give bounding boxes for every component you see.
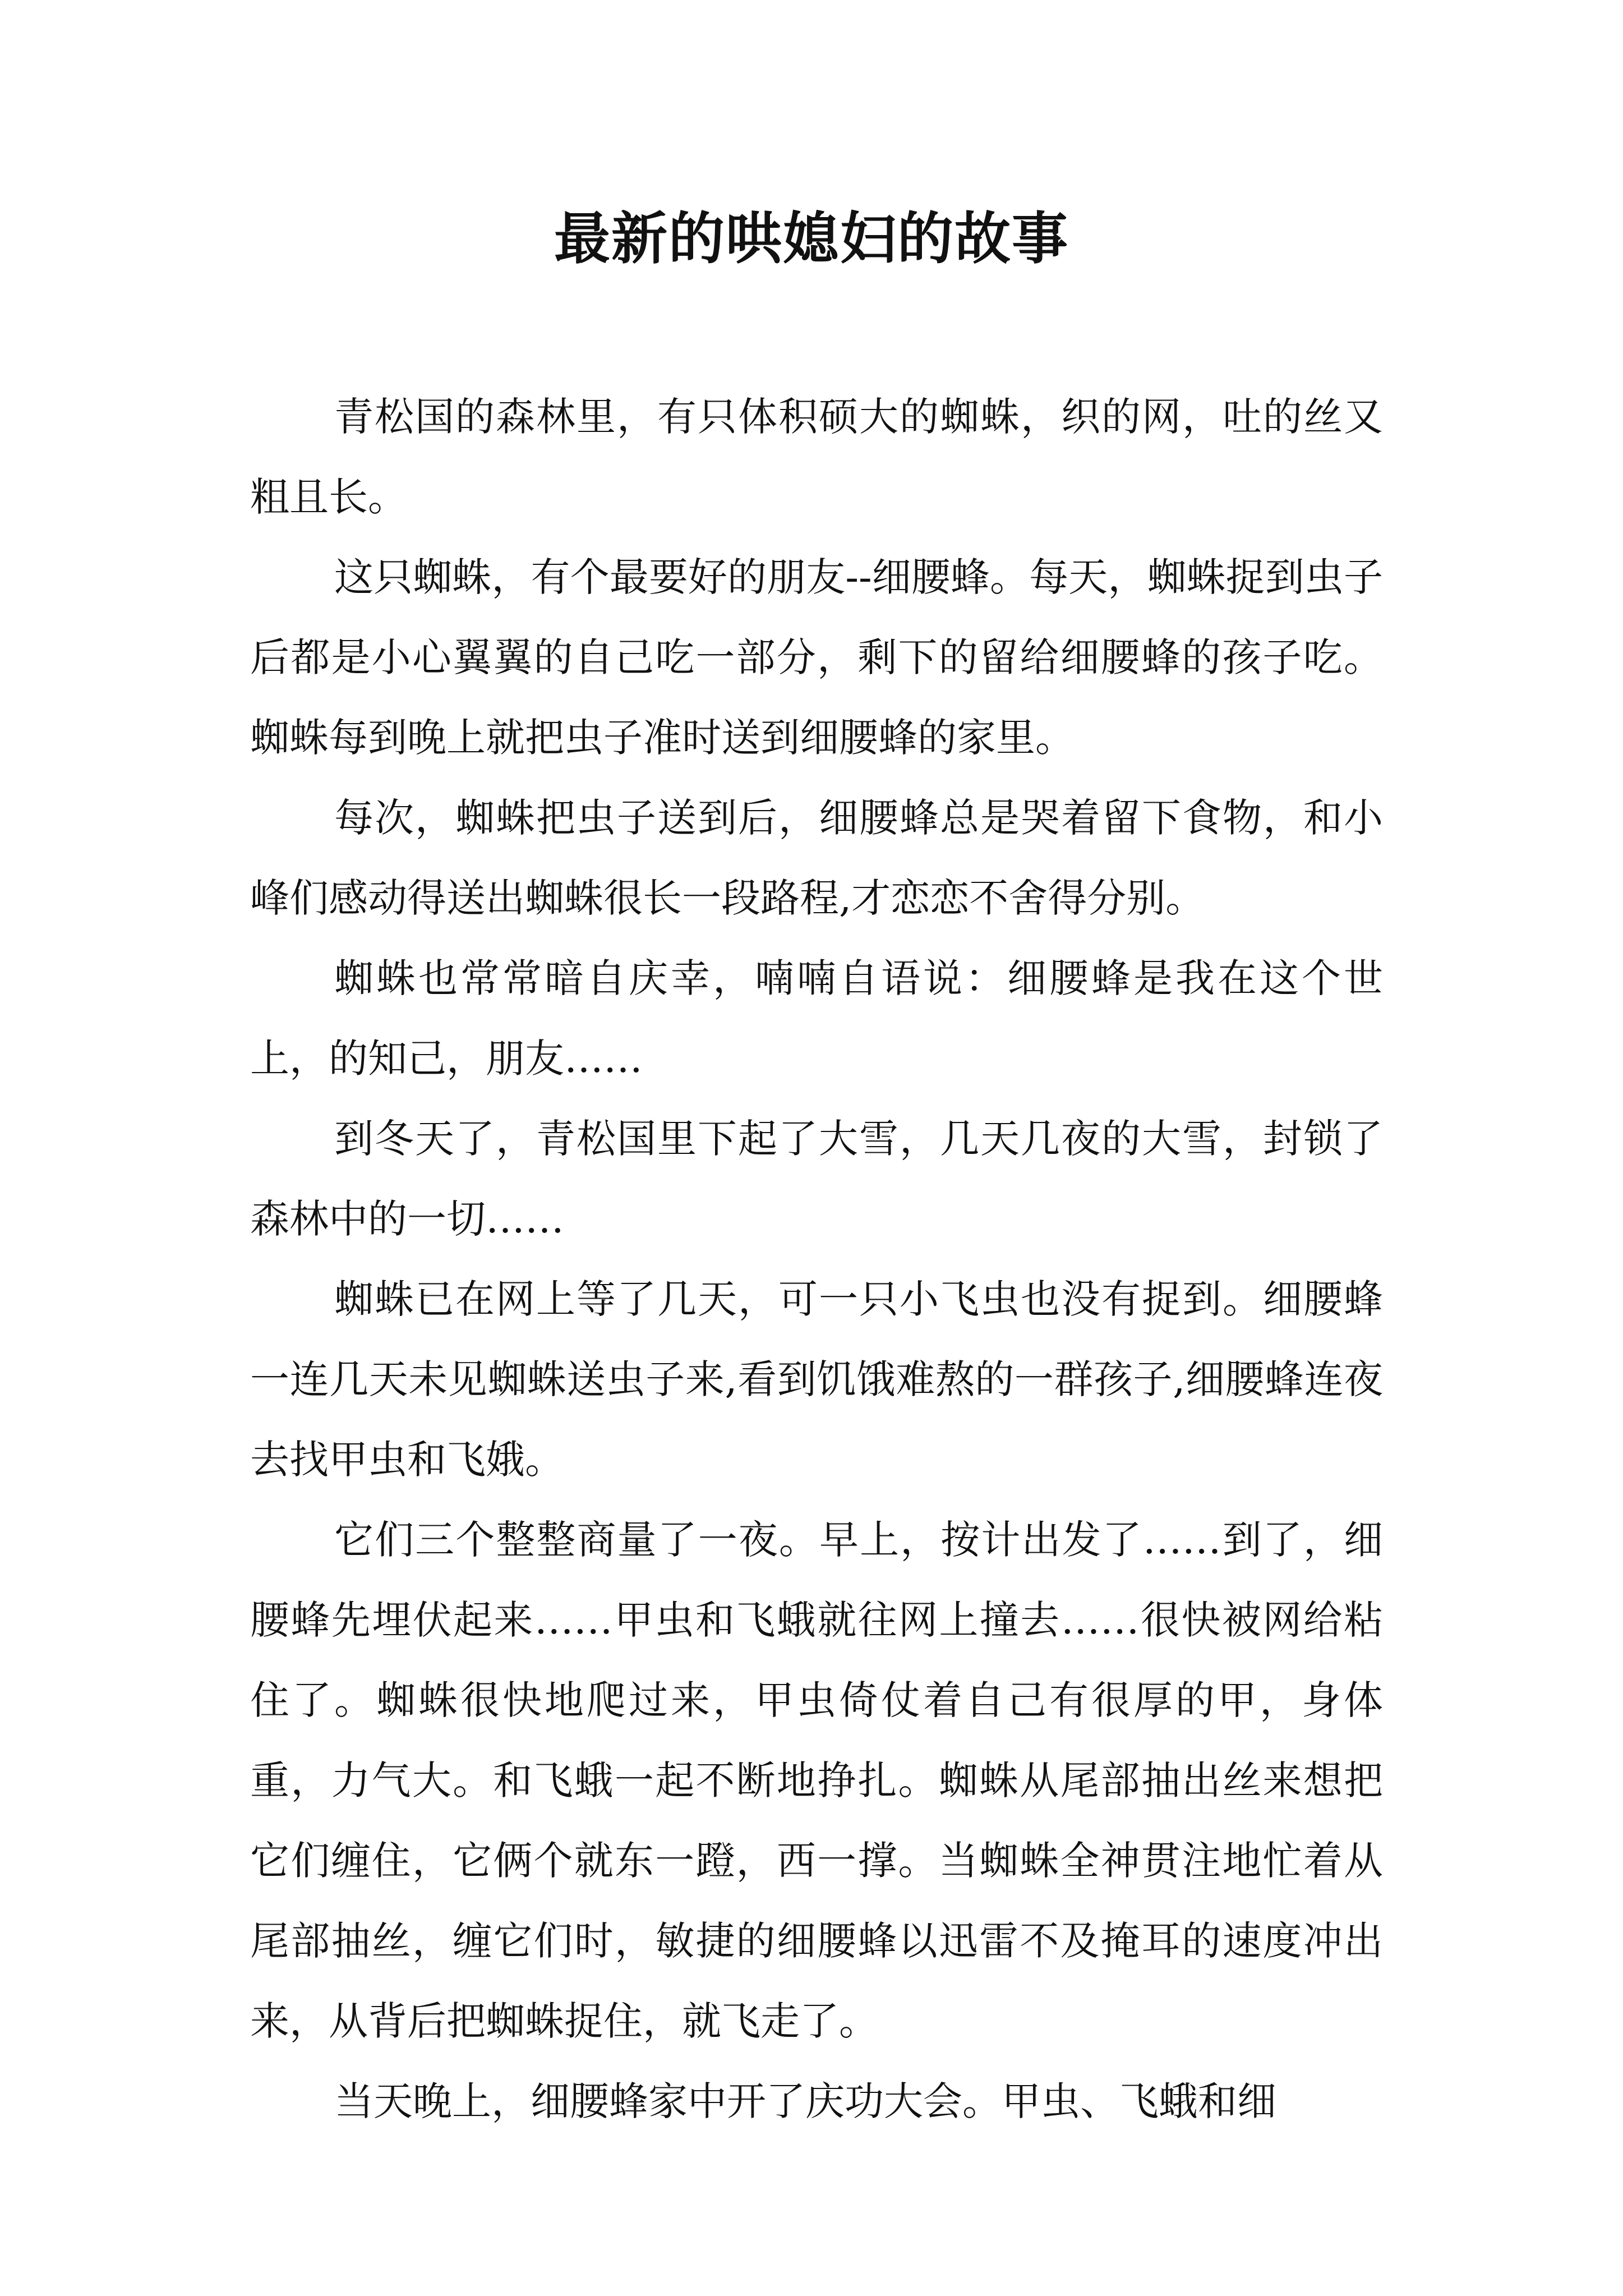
paragraph: 这只蜘蛛，有个最要好的朋友--细腰蜂。每天，蜘蛛捉到虫子后都是小心翼翼的自己吃一部分，剩下的留给细腰蜂的孩子吃。蜘蛛每到晚上就把虫子准时送到细腰蜂的家里。 (250, 554, 1383, 761)
document-title: 最新的哄媳妇的故事 (554, 205, 1069, 272)
paragraph: 它们三个整整商量了一夜。早上，按计出发了……到了，细腰蜂先埋伏起来……甲虫和飞蛾就往网上撞去……很快被网给粘住了。蜘蛛很快地爬过来，甲虫倚仗着自己有很厚的甲，身体重，力气大。和飞蛾一起不断地挣扎。蜘蛛从尾部抽出丝来想把它们缠住，它俩个就东一蹬，西一撑。当蜘蛛全神贯注地忙着从尾部抽丝，缠它们时，敏捷的细腰蜂以迅雷不及掩耳的速度冲出来，从背后把蜘蛛捉住，就飞走了。 (250, 1517, 1383, 2044)
paragraph: 到冬天了，青松国里下起了大雪，几天几夜的大雪，封锁了森林中的一切…… (250, 1116, 1383, 1242)
paragraph: 每次，蜘蛛把虫子送到后，细腰蜂总是哭着留下食物，和小峰们感动得送出蜘蛛很长一段路程,才恋恋不舍得分别。 (250, 795, 1383, 921)
paragraph: 当天晚上，细腰蜂家中开了庆功大会。甲虫、飞蛾和细 (334, 2078, 1276, 2124)
paragraph: 蜘蛛已在网上等了几天，可一只小飞虫也没有捉到。细腰蜂一连几天未见蜘蛛送虫子来,看到饥饿难熬的一群孩子,细腰蜂连夜去找甲虫和飞娥。 (250, 1276, 1383, 1483)
paragraph: 蜘蛛也常常暗自庆幸，喃喃自语说：细腰蜂是我在这个世上，的知己，朋友…… (250, 955, 1383, 1082)
document-body (250, 377, 1383, 2142)
paragraph: 青松国的森林里，有只体积硕大的蜘蛛，织的网，吐的丝又粗且长。 (250, 394, 1383, 520)
